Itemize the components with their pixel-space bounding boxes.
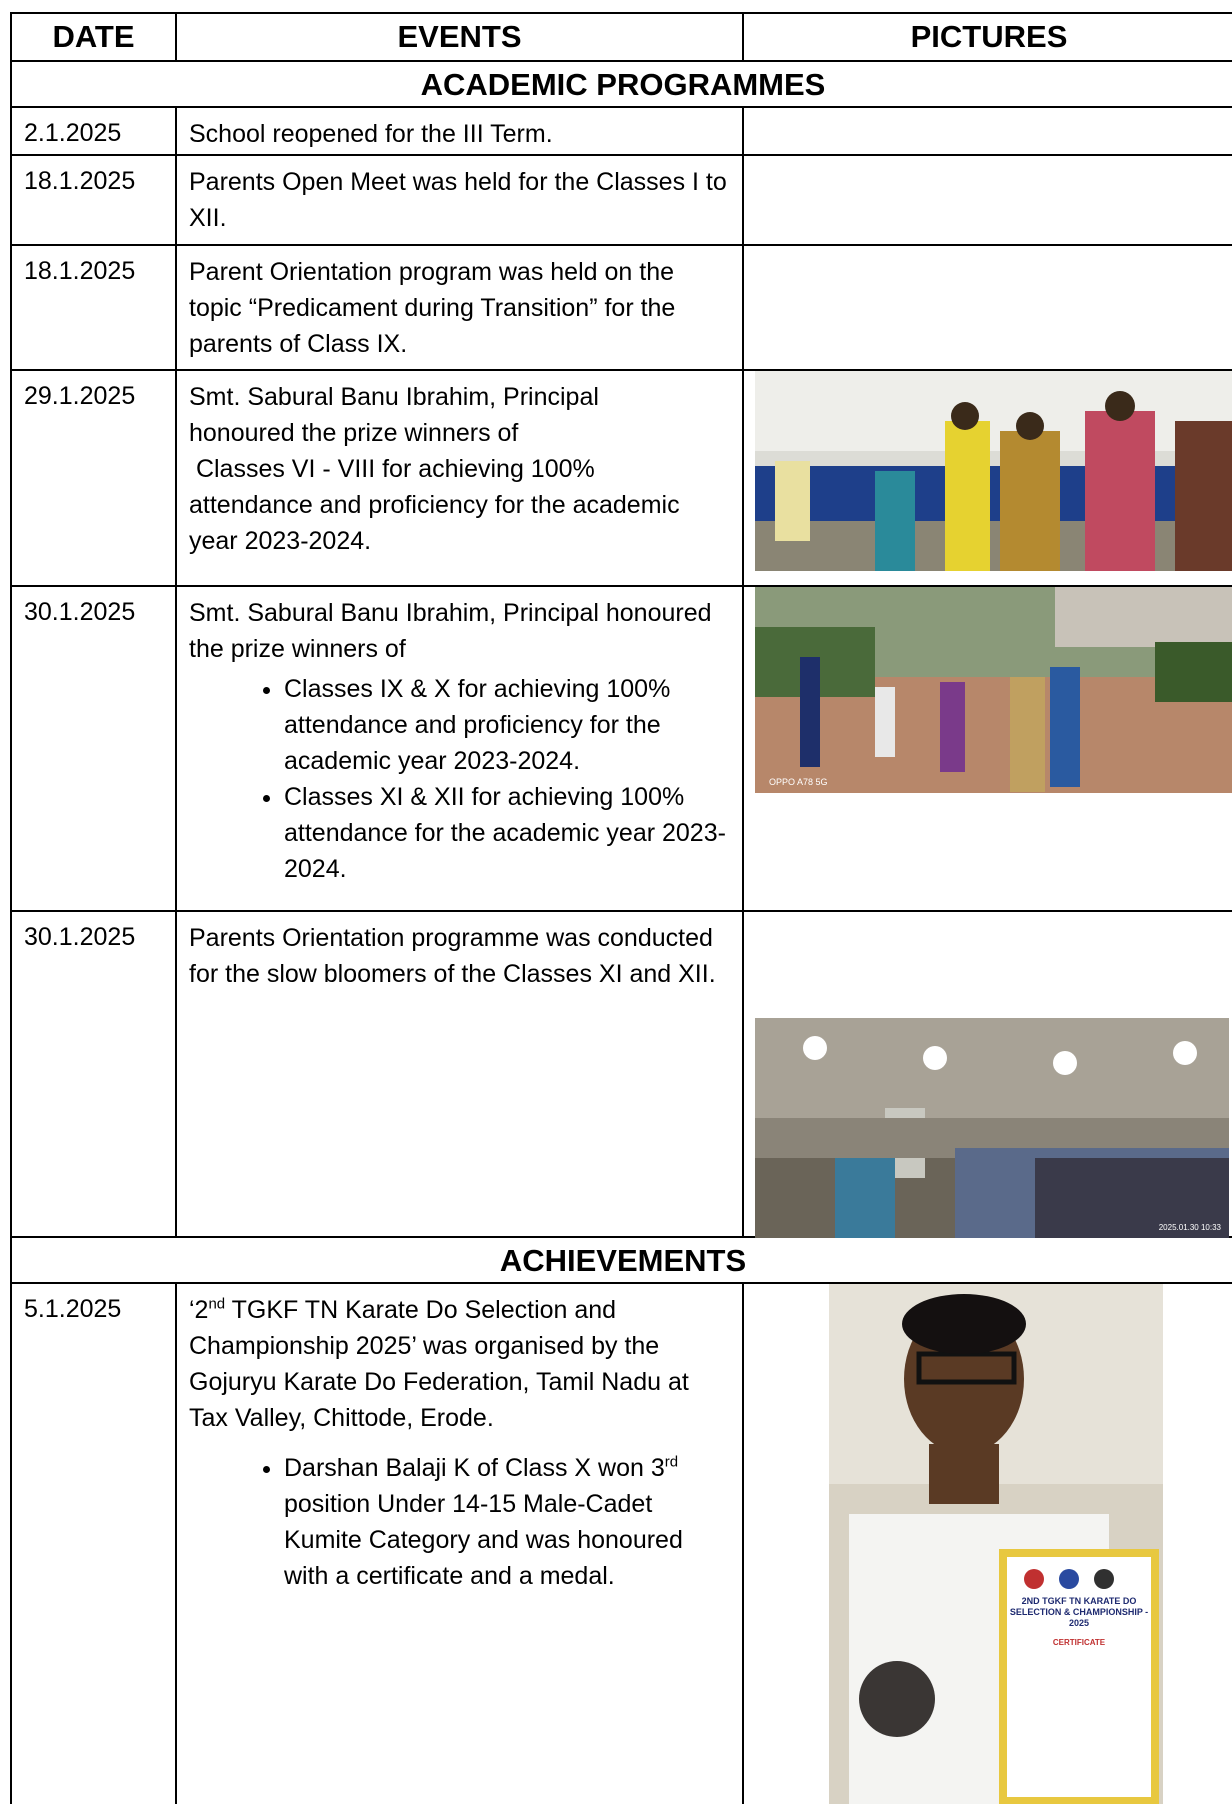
superscript: rd bbox=[664, 1453, 679, 1471]
row-date: 30.1.2025 bbox=[12, 912, 177, 1236]
table-row bbox=[12, 912, 1232, 1238]
events-table bbox=[10, 12, 1232, 1804]
row-date: 18.1.2025 bbox=[12, 156, 177, 244]
row-event: Parent Orientation program was held on the topic “Predicament during Transition” for the parents of Class IX. bbox=[177, 246, 744, 369]
table-row bbox=[12, 587, 1232, 912]
header-pictures: PICTURES bbox=[910, 19, 1068, 54]
event-line: Classes VI - VIII for achieving 100% bbox=[189, 455, 595, 483]
table-row bbox=[12, 156, 1232, 246]
superscript: nd bbox=[208, 1295, 226, 1313]
certificate-title-line: 2ND TGKF TN KARATE DO bbox=[1021, 1596, 1137, 1606]
row-event: Parents Orientation programme was conducted for the slow bloomers of the Classes XI and XII. bbox=[177, 912, 744, 1236]
text-fragment: position Under 14-15 Male-Cadet Kumite Category and was honoured with a certificate and a medal. bbox=[284, 1490, 683, 1590]
table-row bbox=[12, 371, 1232, 587]
row-picture bbox=[744, 371, 1232, 585]
karate-winner-photo bbox=[829, 1284, 1163, 1804]
row-picture bbox=[744, 1284, 1232, 1804]
row-picture bbox=[744, 912, 1232, 1236]
certificate-title bbox=[999, 1596, 1159, 1648]
photo-caption: OPPO A78 5G bbox=[769, 777, 828, 787]
list-item bbox=[284, 1450, 732, 1594]
table-header bbox=[12, 14, 1232, 62]
row-date: 29.1.2025 bbox=[12, 371, 177, 585]
row-picture bbox=[744, 587, 1232, 910]
row-date: 2.1.2025 bbox=[12, 108, 177, 154]
outdoor-award-photo bbox=[755, 587, 1232, 793]
text-fragment: Darshan Balaji K of Class X won 3 bbox=[284, 1454, 665, 1482]
row-date: 30.1.2025 bbox=[12, 587, 177, 910]
row-picture bbox=[744, 246, 1232, 369]
row-date: 18.1.2025 bbox=[12, 246, 177, 369]
section-title-achievements: ACHIEVEMENTS bbox=[499, 1243, 747, 1278]
text-fragment: TGKF TN Karate Do Selection and Championship 2025’ was organised by the Gojuryu Karate Do Federation, Tamil Nadu at Tax Valley, Chittode, Erode. bbox=[189, 1296, 689, 1432]
list-item: • Classes XI & XII for achieving 100% attendance for the academic year 2023-2024. bbox=[284, 779, 732, 887]
row-event bbox=[177, 371, 744, 585]
photo-timestamp: 2025.01.30 10:33 bbox=[1158, 1223, 1221, 1232]
header-date: DATE bbox=[12, 14, 177, 60]
table-row bbox=[12, 246, 1232, 371]
row-picture bbox=[744, 108, 1232, 154]
certificate-title-line: SELECTION & CHAMPIONSHIP - 2025 bbox=[1009, 1607, 1149, 1628]
header-events: EVENTS bbox=[177, 14, 744, 60]
section-academic bbox=[12, 62, 1232, 108]
event-paragraph bbox=[189, 1292, 732, 1436]
row-event bbox=[177, 587, 744, 910]
certificate-label: CERTIFICATE bbox=[1052, 1638, 1106, 1647]
event-line: Smt. Sabural Banu Ibrahim, Principal bbox=[189, 383, 599, 411]
table-row bbox=[12, 1284, 1232, 1804]
text-fragment: ‘2 bbox=[189, 1296, 209, 1324]
event-bullets bbox=[189, 671, 732, 887]
list-item: • Classes IX & X for achieving 100% attendance and proficiency for the academic year 2023-2024. bbox=[284, 671, 732, 779]
row-picture bbox=[744, 156, 1232, 244]
table-row bbox=[12, 108, 1232, 156]
row-event: School reopened for the III Term. bbox=[177, 108, 744, 154]
event-intro: Smt. Sabural Banu Ibrahim, Principal honoured the prize winners of bbox=[189, 599, 712, 663]
event-bullets bbox=[189, 1450, 732, 1594]
row-event: Parents Open Meet was held for the Classes I to XII. bbox=[177, 156, 744, 244]
row-event bbox=[177, 1284, 744, 1804]
row-date: 5.1.2025 bbox=[12, 1284, 177, 1804]
orientation-hall-photo bbox=[755, 1018, 1229, 1238]
event-line: attendance and proficiency for the academic year 2023-2024. bbox=[189, 491, 680, 555]
section-achievements bbox=[12, 1238, 1232, 1284]
section-title-academic: ACADEMIC PROGRAMMES bbox=[420, 67, 826, 102]
prize-ceremony-photo bbox=[755, 371, 1232, 571]
event-line: honoured the prize winners of bbox=[189, 419, 519, 447]
